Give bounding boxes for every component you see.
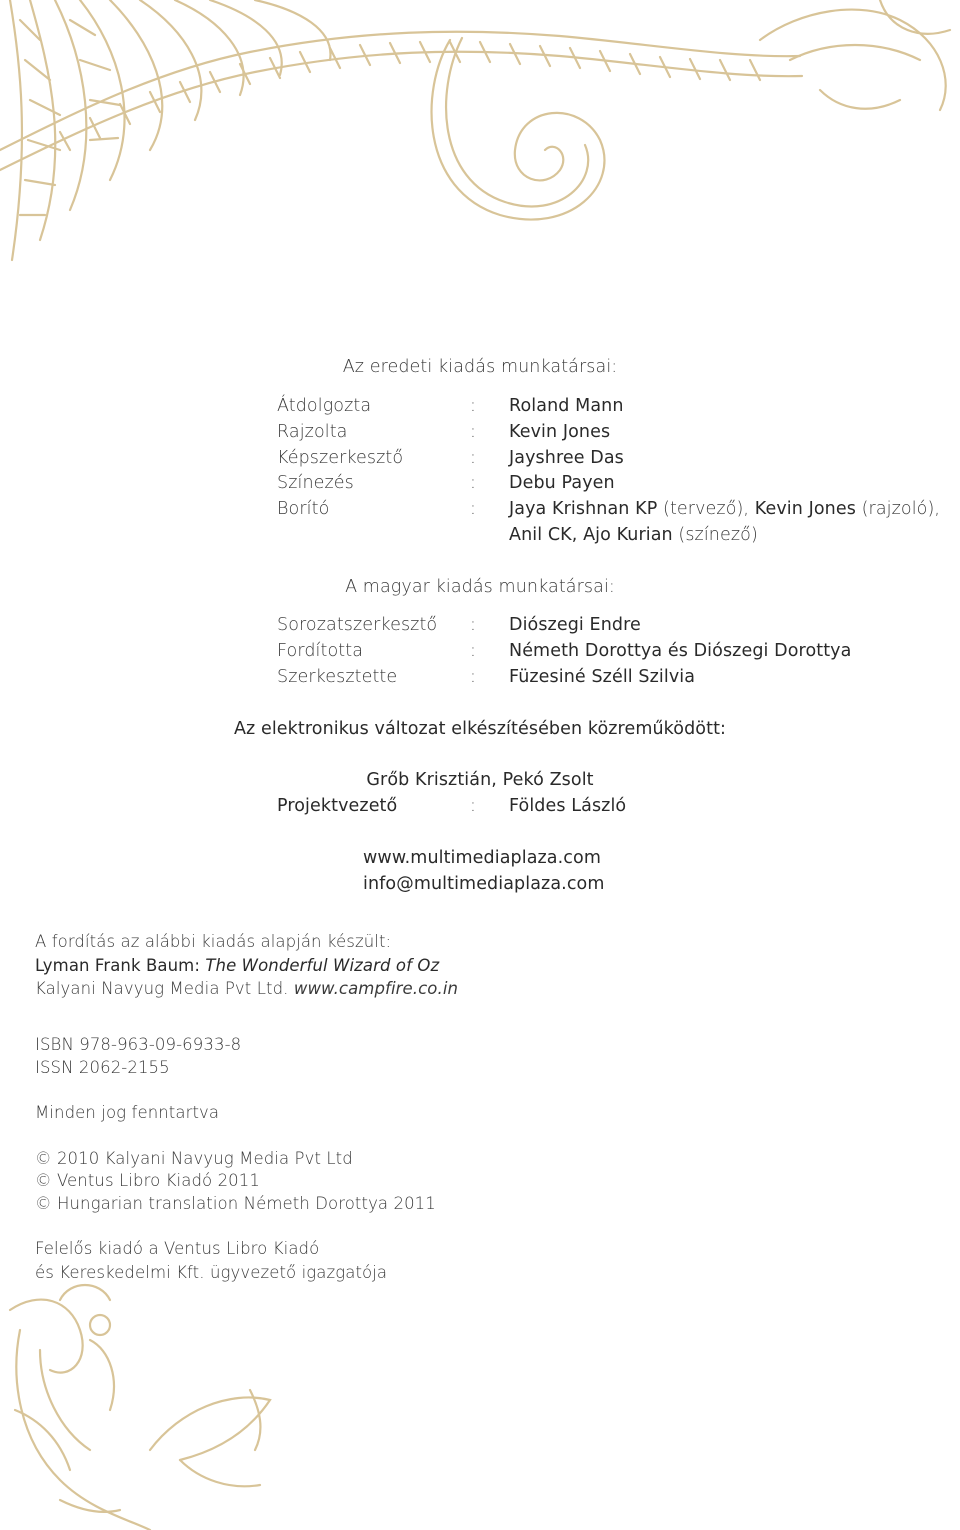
credit-detail: (tervező), — [657, 499, 755, 519]
credit-separator: : — [470, 796, 476, 816]
email-link[interactable]: info@multimediaplaza.com — [363, 874, 605, 894]
credit-name: Debu Payen — [509, 473, 615, 493]
cover-credits-line-2 — [509, 524, 758, 546]
copyright-line: © Ventus Libro Kiadó 2011 — [35, 1171, 260, 1190]
credit-name: Füzesiné Széll Szilvia — [509, 667, 696, 687]
credit-separator: : — [470, 396, 476, 416]
credit-name: Németh Dorottya és Diószegi Dorottya — [509, 641, 852, 661]
responsible-publisher-line-1: Felelős kiadó a Ventus Libro Kiadó — [35, 1239, 320, 1258]
credit-name: Kevin Jones — [509, 422, 611, 442]
website-link[interactable]: www.multimediaplaza.com — [363, 848, 601, 868]
credit-role: Projektvezető — [277, 796, 398, 816]
credit-name: Roland Mann — [509, 396, 624, 416]
responsible-publisher-line-2: és Kereskedelmi Kft. ügyvezető igazgatója — [35, 1263, 388, 1282]
credit-name: Kevin Jones — [754, 499, 856, 519]
credit-role: Sorozatszerkesztő — [277, 615, 438, 635]
isbn: ISBN 978-963-09-6933-8 — [35, 1035, 242, 1054]
rights-statement: Minden jog fenntartva — [35, 1103, 220, 1122]
credit-separator: : — [470, 667, 476, 687]
credit-name: Jayshree Das — [509, 448, 624, 468]
source-work — [35, 955, 439, 977]
credit-role: Rajzolta — [277, 422, 348, 442]
source-publisher-url[interactable]: www.campfire.co.in — [293, 979, 459, 998]
source-publisher: Kalyani Navyug Media Pvt Ltd. — [35, 979, 294, 998]
credit-separator: : — [470, 422, 476, 442]
credit-role: Borító — [277, 499, 330, 519]
credit-separator: : — [470, 641, 476, 661]
source-intro: A fordítás az alábbi kiadás alapján készült: — [35, 932, 392, 951]
electronic-version-contributors: Grőb Krisztián, Pekó Zsolt — [366, 770, 594, 790]
credit-role: Átdolgozta — [277, 396, 372, 416]
credit-name: Földes László — [509, 796, 627, 816]
credit-role: Szerkesztette — [277, 667, 398, 687]
electronic-version-heading: Az elektronikus változat elkészítésében közreműködött: — [233, 719, 727, 739]
credit-separator: : — [470, 473, 476, 493]
credit-name: Jaya Krishnan KP — [509, 499, 658, 519]
original-edition-heading: Az eredeti kiadás munkatársai: — [342, 357, 618, 377]
credit-detail: (rajzoló), — [855, 499, 941, 519]
copyright-line: © Hungarian translation Németh Dorottya 2011 — [35, 1194, 436, 1213]
source-author: Lyman Frank Baum: — [35, 956, 206, 975]
bottom-ornament-illustration — [0, 1270, 320, 1530]
hungarian-edition-heading: A magyar kiadás munkatársai: — [345, 577, 615, 597]
credit-separator: : — [470, 448, 476, 468]
credit-detail: (színező) — [672, 525, 758, 545]
credit-separator: : — [470, 615, 476, 635]
credit-separator: : — [470, 499, 476, 519]
credit-name: Diószegi Endre — [509, 615, 641, 635]
cover-credits-line-1 — [509, 498, 940, 520]
top-ornament-illustration — [0, 0, 960, 300]
source-title: The Wonderful Wizard of Oz — [205, 956, 440, 975]
credit-role: Képszerkesztő — [277, 448, 404, 468]
copyright-line: © 2010 Kalyani Navyug Media Pvt Ltd — [35, 1149, 353, 1168]
credit-name: Anil CK, Ajo Kurian — [509, 525, 673, 545]
credit-role: Színezés — [277, 473, 354, 493]
credit-role: Fordította — [277, 641, 364, 661]
source-publisher-line — [35, 978, 458, 1000]
issn: ISSN 2062-2155 — [35, 1058, 170, 1077]
